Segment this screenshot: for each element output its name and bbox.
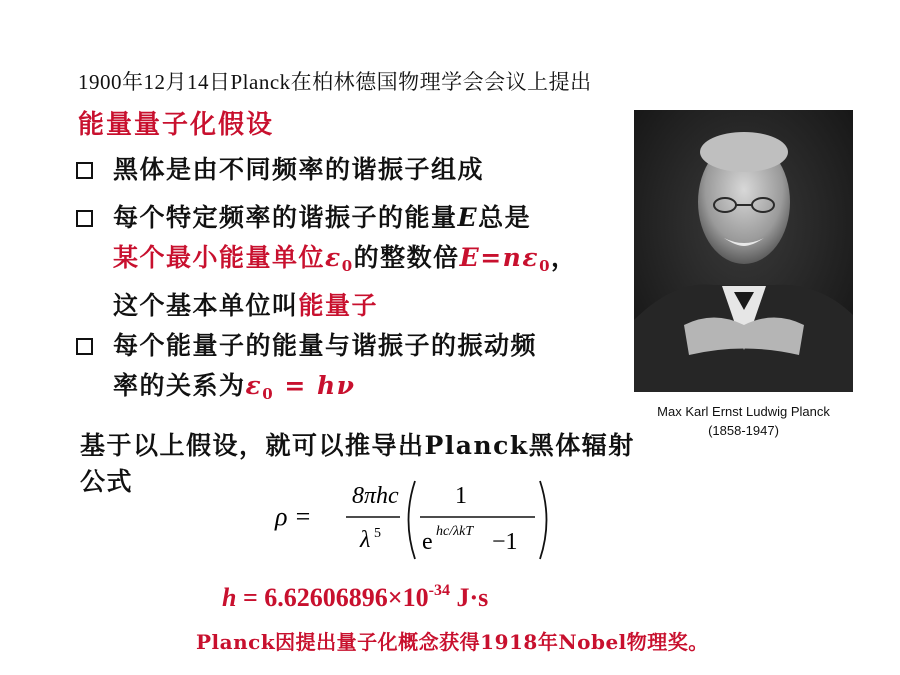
bullet-line-text: 的整数倍: [353, 243, 460, 272]
checkbox-square-icon: [76, 210, 93, 227]
epsilon-symbol: ε: [325, 243, 342, 272]
photo-caption: [634, 402, 853, 440]
bullet-highlight: 某个最小能量单位: [113, 243, 326, 272]
formula-denominator: λ: [360, 527, 371, 553]
h-symbol: h: [222, 583, 237, 612]
nobel-note: Planck因提出量子化概念获得1918年Nobel物理奖。: [196, 630, 709, 654]
formula-numerator: 8πhc: [352, 483, 399, 509]
intro-line: 1900年12月14日Planck在柏林德国物理学会会议上提出: [78, 70, 592, 94]
formula-lhs: ρ =: [275, 502, 312, 531]
bullet-text: 黑体是由不同频率的谐振子组成: [113, 155, 485, 184]
portrait-illustration: [634, 110, 853, 392]
inner-minus-one: −1: [492, 529, 518, 555]
inner-exponent: hc/λkT: [436, 524, 474, 539]
left-paren: [409, 481, 416, 559]
derivation-text: 基于以上假设，就可以推导出Planck黑体辐射公式: [80, 431, 635, 496]
checkbox-square-icon: [76, 162, 93, 179]
right-paren: [540, 481, 547, 559]
bullet-highlight: 能量子: [298, 291, 379, 320]
checkbox-square-icon: [76, 338, 93, 355]
bullet-item-3: [66, 326, 537, 414]
inner-base: e: [422, 529, 433, 555]
formula-subscript: 0: [539, 257, 551, 275]
h-exponent: -34: [428, 582, 450, 599]
slide-subtitle: 能量量子化假设: [78, 110, 275, 140]
caption-name: Max Karl Ernst Ludwig Planck: [657, 404, 830, 419]
blackbody-formula: [270, 475, 570, 565]
quantization-formula: E=nε: [459, 243, 540, 272]
caption-years: (1858-1947): [708, 423, 779, 438]
energy-relation: = hν: [274, 371, 356, 400]
energy-symbol: E: [457, 203, 479, 232]
bullet-line-text: 每个能量子的能量与谐振子的振动频: [113, 331, 538, 360]
bullet-line-text: 这个基本单位叫: [113, 291, 299, 320]
h-unit: J·s: [449, 583, 489, 612]
epsilon-subscript: 0: [262, 385, 275, 403]
bullet-item-1: [66, 150, 484, 190]
bullet-line-text: 总是: [478, 203, 532, 232]
planck-constant: [222, 582, 488, 613]
bullet-text: [113, 198, 578, 326]
h-value: = 6.62606896×10: [236, 583, 429, 612]
epsilon-symbol: ε: [245, 371, 263, 400]
epsilon-subscript: 0: [341, 257, 354, 275]
comma: ，: [551, 243, 578, 272]
formula-denominator-exp: 5: [374, 526, 381, 541]
bullet-item-2: [66, 198, 578, 326]
bullet-line-text: 率的关系为: [113, 371, 246, 400]
bullet-line-text: 每个特定频率的谐振子的能量: [113, 203, 458, 232]
planck-portrait-photo: [634, 110, 853, 392]
bullet-text: [113, 326, 537, 414]
inner-numerator: 1: [455, 483, 467, 509]
